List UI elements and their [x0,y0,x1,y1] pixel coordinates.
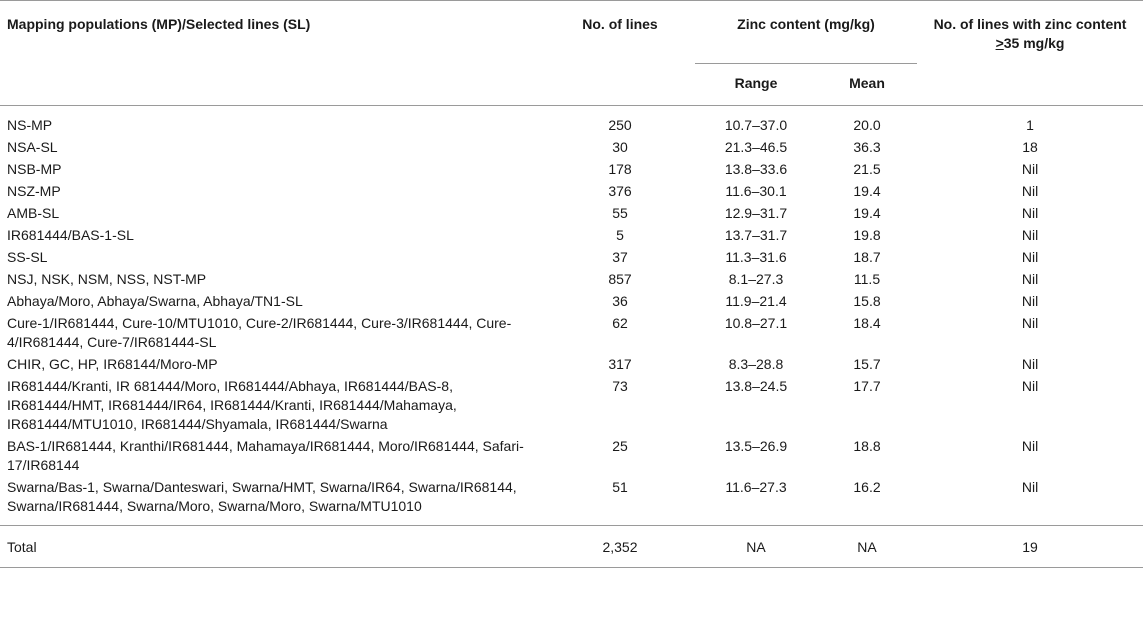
table-row [0,248,1143,270]
total-label: Total [0,526,545,568]
lines-cell: 250 [545,106,695,139]
table-row [0,355,1143,377]
population-cell: Abhaya/Moro, Abhaya/Swarna, Abhaya/TN1-SL [7,293,303,309]
population-cell: SS-SL [7,249,48,265]
population-cell: Cure-1/IR681444, Cure-10/MTU1010, Cure-2/IR681444, Cure-3/IR681444, Cure-4/IR681444, Cure-7/IR681444-SL [7,315,512,350]
high-zinc-cell: Nil [1021,271,1039,287]
lines-cell: 51 [612,479,628,495]
high-zinc-cell: 1 [917,106,1143,139]
population-cell: Swarna/Bas-1, Swarna/Danteswari, Swarna/HMT, Swarna/IR64, Swarna/IR68144, Swarna/IR681444, Swarna/Moro, Swarna/Moro, Swarna/MTU1010 [7,479,517,514]
mean-cell: 18.4 [853,315,881,331]
total-lines: 2,352 [545,526,695,568]
range-cell: 13.7–31.7 [724,227,788,243]
range-cell: 12.9–31.7 [724,205,788,221]
lines-cell: 376 [608,183,632,199]
mean-cell: 11.5 [853,271,881,287]
header-high-zinc-suffix: 35 mg/kg [1003,35,1065,51]
high-zinc-cell: Nil [1021,356,1039,372]
high-zinc-cell: Nil [1021,205,1039,221]
high-zinc-cell: Nil [1021,315,1039,331]
table-row [0,292,1143,314]
population-cell: NSB-MP [7,161,62,177]
range-cell: 8.3–28.8 [728,356,784,372]
table-header [0,1,1143,106]
population-cell: BAS-1/IR681444, Kranthi/IR681444, Mahamaya/IR681444, Moro/IR681444, Safari-17/IR68144 [7,438,524,473]
header-mean: Mean [849,75,885,91]
mean-cell: 19.4 [853,205,881,221]
lines-cell: 55 [612,205,628,221]
population-cell: NSA-SL [7,139,58,155]
high-zinc-cell: Nil [1021,161,1039,177]
population-cell: NSJ, NSK, NSM, NSS, NST-MP [7,271,207,287]
table-row [0,270,1143,292]
header-range: Range [734,75,778,91]
population-cell: CHIR, GC, HP, IR68144/Moro-MP [7,356,218,372]
high-zinc-cell: 18 [1022,139,1038,155]
lines-cell: 317 [608,356,632,372]
high-zinc-cell: Nil [1021,183,1039,199]
high-zinc-cell: Nil [1021,293,1039,309]
high-zinc-cell: Nil [1021,227,1039,243]
table-row [0,478,1143,526]
population-cell: NS-MP [0,106,545,139]
header-population: Mapping populations (MP)/Selected lines (SL) [0,1,545,106]
range-cell: 13.5–26.9 [724,438,788,454]
lines-cell: 62 [612,315,628,331]
range-cell: 10.7–37.0 [695,106,817,139]
range-cell: 13.8–24.5 [724,378,788,394]
lines-cell: 25 [612,438,628,454]
lines-cell: 37 [612,249,628,265]
population-cell: IR681444/BAS-1-SL [7,227,134,243]
high-zinc-cell: Nil [1021,249,1039,265]
table-row [0,106,1143,139]
table-row [0,182,1143,204]
mean-cell: 17.7 [853,378,881,394]
population-cell: AMB-SL [7,205,60,221]
range-cell: 11.9–21.4 [725,293,787,309]
range-cell: 11.6–30.1 [725,183,787,199]
header-zinc-content: Zinc content (mg/kg) [695,1,917,64]
lines-cell: 5 [616,227,624,243]
total-mean: NA [817,526,917,568]
mean-cell: 36.3 [853,139,881,155]
header-high-zinc-prefix: No. of lines with zinc content [933,16,1127,32]
range-cell: 21.3–46.5 [724,139,788,155]
table-row [0,138,1143,160]
mean-cell: 16.2 [853,479,881,495]
mean-cell: 20.0 [817,106,917,139]
total-range: NA [695,526,817,568]
total-row [0,526,1143,568]
mean-cell: 19.4 [853,183,881,199]
mean-cell: 18.7 [853,249,881,265]
lines-cell: 36 [612,293,628,309]
table-row [0,160,1143,182]
header-lines: No. of lines [545,1,695,106]
table-row [0,314,1143,355]
mean-cell: 15.8 [853,293,881,309]
mean-cell: 18.8 [853,438,881,454]
range-cell: 13.8–33.6 [724,161,788,177]
high-zinc-cell: Nil [1021,479,1039,495]
table-row [0,377,1143,437]
mean-cell: 21.5 [853,161,881,177]
header-high-zinc-lines [917,1,1143,106]
table-row [0,437,1143,478]
lines-cell: 178 [608,161,632,177]
lines-cell: 73 [612,378,628,394]
gte-symbol: > [995,35,1004,51]
population-cell: IR681444/Kranti, IR 681444/Moro, IR681444/Abhaya, IR681444/BAS-8, IR681444/HMT, IR681444/IR64, IR681444/Kranti, IR681444/Mahamaya, IR681444/MTU1010, IR681444/Shyamala, IR681444/Swarna [7,378,457,432]
high-zinc-cell: Nil [1021,438,1039,454]
lines-cell: 30 [612,139,628,155]
header-row [0,1,1143,64]
table-body [0,106,1143,568]
range-cell: 10.8–27.1 [724,315,788,331]
lines-cell: 857 [608,271,632,287]
table-row [0,226,1143,248]
high-zinc-cell: Nil [1021,378,1039,394]
mean-cell: 19.8 [853,227,881,243]
population-cell: NSZ-MP [7,183,61,199]
total-high-zinc: 19 [917,526,1143,568]
table-row [0,204,1143,226]
range-cell: 8.1–27.3 [728,271,784,287]
range-cell: 11.6–27.3 [725,479,787,495]
mean-cell: 15.7 [853,356,881,372]
range-cell: 11.3–31.6 [725,249,787,265]
